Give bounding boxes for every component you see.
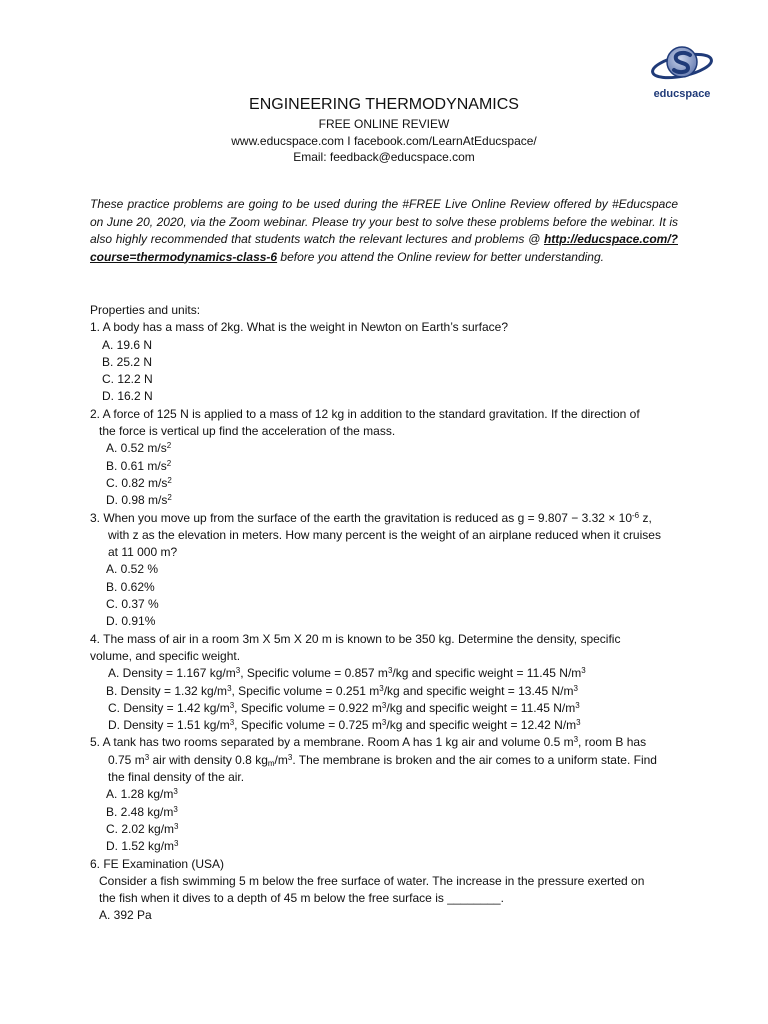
intro-text-after: before you attend the Online review for better understanding. (277, 249, 604, 264)
question-5-line-2: 0.75 $m^3$ air with density 0.8 $kg_m/m^3$. The membrane is broken and the air comes to a uniform state. Find (108, 752, 657, 768)
q3-option-b: B. 0.62% (106, 579, 155, 594)
email-line: Email: feedback@educspace.com (293, 150, 475, 164)
q4-option-d: D. Density = 1.51 $kg/m^3$, Specific volume = 0.725 $m^3/kg$ and specific weight = 12.42 $N/m^3$ (108, 718, 581, 733)
links-line: www.educspace.com I facebook.com/LearnAtEducspace/ (231, 133, 537, 148)
problems-list (90, 302, 682, 925)
q3-option-c: C. 0.37 % (106, 597, 159, 612)
question-3-line-1: 3. When you move up from the surface of the earth the gravitation is reduced as $g = 9.807 - 3.32 \times 10^{-6}$ z, (90, 510, 652, 525)
question-3-line-3: at 11 000 m? (108, 545, 178, 560)
q3-option-d: D. 0.91% (106, 614, 156, 629)
q4-option-b: B. Density = 1.32 $kg/m^3$, Specific volume = 0.251 $m^3/kg$ and specific weight = 13.45 $N/m^3$ (106, 683, 578, 698)
question-4-line-2: volume, and specific weight. (90, 648, 241, 663)
q2-option-a: A. 0.52 $m/s^2$ (106, 441, 172, 456)
q1-option-a: A. 19.6 N (102, 337, 153, 352)
q1-option-d: D. 16.2 N (102, 389, 153, 404)
q2-option-b: B. 0.61 $m/s^2$ (106, 458, 172, 473)
question-5-line-1: 5. A tank has two rooms separated by a membrane. Room A has 1 kg air and volume 0.5 $m^3$, room B has (90, 735, 647, 750)
section-title: Properties and units: (90, 303, 201, 317)
q5-option-b: B. 2.48 $kg/m^3$ (106, 804, 178, 819)
educspace-brand-text: educspace (653, 88, 711, 100)
question-6-line-1: Consider a fish swimming 5 m below the free surface of water. The increase in the pressure exerted on (99, 873, 645, 888)
question-1: 1. A body has a mass of 2kg. What is the weight in Newton on Earth’s surface? (90, 320, 509, 335)
q1-option-c: C. 12.2 N (102, 372, 153, 387)
question-2-line-2: the force is vertical up find the acceleration of the mass. (99, 424, 396, 439)
question-6-line-2: the fish when it dives to a depth of 45 m below the free surface is ________. (99, 891, 504, 906)
question-2-line-1: 2. A force of 125 N is applied to a mass of 12 kg in addition to the standard gravitation. If the direction of (90, 406, 640, 421)
intro-text-before: These practice problems are going to be used during the #FREE Live Online Review offered by #Educspace on June 20, 2020, via the Zoom webinar. Please try your best to solve these problems before the webinar. It is also highly recommended that students watch the relevant lectures and problems @ (90, 197, 678, 246)
educspace-globe-icon (650, 42, 714, 86)
question-6-title: 6. FE Examination (USA) (90, 856, 225, 871)
q3-option-a: A. 0.52 % (106, 562, 159, 577)
q4-option-c: C. Density = 1.42 $kg/m^3$, Specific volume = 0.922 $m^3/kg$ and specific weight = 11.45 $N/m^3$ (108, 700, 580, 715)
q1-option-b: B. 25.2 N (102, 354, 153, 369)
q5-option-d: D. 1.52 $kg/m^3$ (106, 839, 179, 854)
document-header (0, 94, 768, 166)
document-title: ENGINEERING THERMODYNAMICS (249, 96, 519, 113)
q6-option-a: A. 392 Pa (99, 908, 152, 923)
question-5-line-3: the final density of the air. (108, 770, 245, 785)
course-link[interactable]: http://educspace.com/?course=thermodynamics-class-6 (90, 232, 678, 264)
question-4-line-1: 4. The mass of air in a room 3m X 5m X 20 m is known to be 350 kg. Determine the density, specific (90, 631, 621, 646)
question-3-line-2: with z as the elevation in meters. How many percent is the weight of an airplane reduced when it cruises (108, 527, 661, 542)
q5-option-c: C. 2.02 $kg/m^3$ (106, 821, 179, 836)
document-subtitle: FREE ONLINE REVIEW (318, 117, 450, 131)
intro-paragraph (90, 196, 678, 266)
q4-option-a: A. Density = 1.167 $kg/m^3$, Specific volume = 0.857 $m^3/kg$ and specific weight = 11.45 $N/m^3$ (108, 666, 586, 681)
q2-option-c: C. 0.82 $m/s^2$ (106, 475, 172, 490)
q2-option-d: D. 0.98 $m/s^2$ (106, 493, 172, 508)
q5-option-a: A. 1.28 $kg/m^3$ (106, 787, 178, 802)
